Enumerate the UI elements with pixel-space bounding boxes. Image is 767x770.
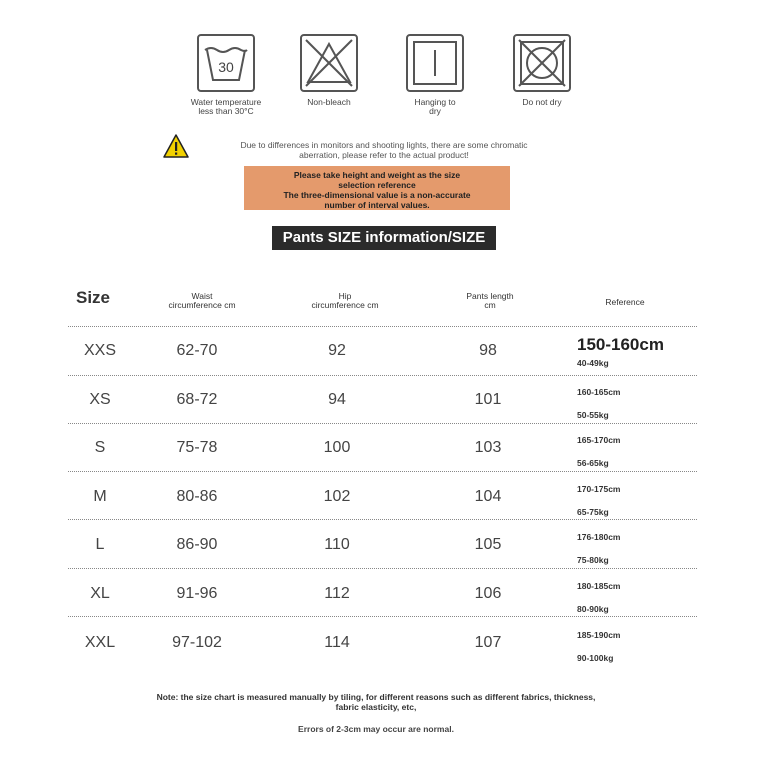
no-tumble-dry-icon [513, 34, 571, 92]
no-bleach-icon [300, 34, 358, 92]
care-label: less than 30°C [198, 106, 254, 116]
cell-reference-height: 176-180cm [577, 532, 621, 542]
cell-waist: 91-96 [176, 585, 218, 602]
cell-reference-height: 165-170cm [577, 435, 621, 445]
cell-reference-weight: 50-55kg [577, 410, 609, 420]
note-line: fabric elasticity, etc, [335, 702, 417, 712]
care-non-bleach [290, 34, 368, 107]
cell-hip: 112 [324, 585, 350, 602]
cell-reference-height: 170-175cm [577, 484, 621, 494]
cell-pants-length: 103 [474, 439, 502, 456]
cell-hip: 94 [328, 391, 346, 408]
cell-pants-length: 98 [479, 342, 497, 359]
cell-pants-length: 107 [474, 634, 502, 651]
cell-reference-weight: 40-49kg [577, 358, 609, 368]
cell-size: XXS [83, 342, 116, 359]
header-hip [304, 292, 386, 310]
cell-hip: 114 [324, 634, 350, 651]
notice-box [244, 166, 510, 210]
cell-size: L [95, 536, 105, 553]
cell-size: XL [90, 585, 110, 602]
cell-hip: 102 [323, 488, 351, 505]
warning-icon [163, 134, 189, 158]
disclaimer-line: aberration, please refer to the actual product! [299, 150, 469, 160]
cell-size: XXL [84, 634, 116, 651]
care-wash-30 [185, 34, 267, 116]
error-note: Errors of 2-3cm may occur are normal. [298, 724, 454, 734]
header-pants-length [450, 292, 530, 310]
notice-line: The three-dimensional value is a non-accurate [283, 190, 471, 200]
notice-line: Please take height and weight as the size [293, 170, 461, 180]
cell-reference-height: 160-165cm [577, 387, 621, 397]
cell-reference-height: 150-160cm [577, 335, 664, 354]
row-divider [68, 519, 697, 520]
care-label: Water temperature [190, 97, 262, 107]
header-hip-line: circumference cm [311, 300, 379, 310]
cell-waist: 80-86 [176, 488, 218, 505]
header-length-line: cm [484, 300, 496, 310]
row-divider [68, 375, 697, 376]
header-waist [160, 292, 244, 310]
header-waist-line: Waist [191, 291, 213, 301]
cell-reference-weight: 80-90kg [577, 604, 609, 614]
cell-waist: 86-90 [176, 536, 218, 553]
care-hanging-dry [396, 34, 474, 116]
size-note [130, 692, 622, 712]
header-size: Size [76, 288, 111, 307]
notice-line: selection reference [338, 180, 416, 190]
cell-reference-weight: 65-75kg [577, 507, 609, 517]
cell-reference-height: 185-190cm [577, 630, 621, 640]
cell-hip: 110 [324, 536, 350, 553]
cell-waist: 75-78 [176, 439, 218, 456]
row-divider [68, 616, 697, 617]
wash-30-icon [197, 34, 255, 92]
cell-pants-length: 101 [474, 391, 502, 408]
cell-reference-weight: 56-65kg [577, 458, 609, 468]
care-do-not-dry [503, 34, 581, 107]
cell-reference-weight: 90-100kg [577, 653, 614, 663]
wash-temp-symbol: 30 [218, 59, 234, 75]
cell-pants-length: 104 [474, 488, 502, 505]
care-label: Do not dry [522, 97, 562, 107]
cell-waist: 97-102 [172, 634, 222, 651]
cell-hip: 100 [323, 439, 351, 456]
header-reference: Reference [605, 297, 645, 307]
cell-pants-length: 106 [474, 585, 502, 602]
row-divider [68, 568, 697, 569]
header-waist-line: circumference cm [168, 300, 236, 310]
header-hip-line: Hip [338, 291, 352, 301]
cell-hip: 92 [328, 342, 346, 359]
row-divider [68, 423, 697, 424]
cell-waist: 62-70 [176, 342, 218, 359]
cell-pants-length: 105 [474, 536, 502, 553]
care-label: dry [429, 106, 441, 116]
page-title: Pants SIZE information/SIZE [272, 226, 496, 250]
cell-waist: 68-72 [176, 391, 218, 408]
line-dry-icon [406, 34, 464, 92]
row-divider [68, 326, 697, 327]
row-divider [68, 471, 697, 472]
care-label: Non-bleach [307, 97, 351, 107]
cell-size: XS [89, 391, 111, 408]
disclaimer-line: Due to differences in monitors and shooting lights, there are some chromatic [240, 140, 528, 150]
disclaimer-text [210, 140, 558, 160]
care-label: Hanging to [414, 97, 456, 107]
cell-reference-height: 180-185cm [577, 581, 621, 591]
note-line: Note: the size chart is measured manually by tiling, for different reasons such as different fabrics, thickness, [156, 692, 596, 702]
notice-line: number of interval values. [324, 200, 430, 210]
cell-reference-weight: 75-80kg [577, 555, 609, 565]
cell-size: M [93, 488, 107, 505]
header-length-line: Pants length [466, 291, 514, 301]
cell-size: S [94, 439, 106, 456]
